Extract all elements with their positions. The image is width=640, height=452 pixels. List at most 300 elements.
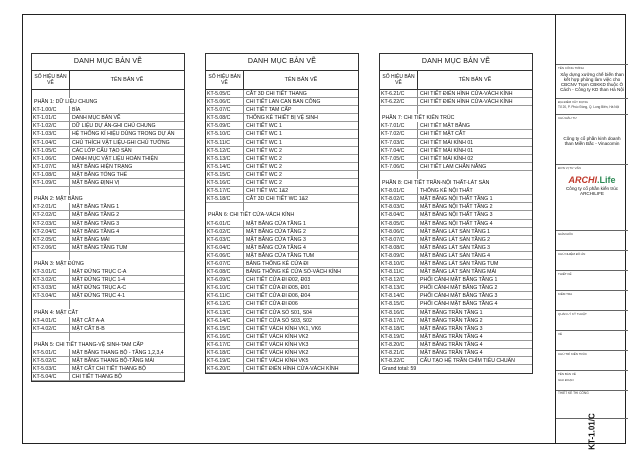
sheet-number-cell: KT-1.03/C <box>32 130 70 138</box>
table-row <box>380 90 532 98</box>
section-title: PHẦN 4: MẶT CẮT <box>34 309 79 316</box>
sheet-name-cell: MẶT BẰNG TRẦN TẦNG 4 <box>418 349 532 357</box>
sheet-name-cell: MẶT BẰNG TRẦN TẦNG 1 <box>418 309 532 317</box>
sheet-number-cell: KT-2.01/C <box>32 203 70 211</box>
header-sheet-name: TÊN BẢN VẼ <box>110 77 144 83</box>
table-row <box>380 317 532 325</box>
sheet-name-cell: CHI TIẾT WC 1 <box>244 130 358 138</box>
sheet-number-cell: KT-8.02/C <box>380 195 418 203</box>
sheet-number-cell: KT-7.02/C <box>380 130 418 138</box>
sheet-name-cell: MẶT BẰNG LÁT SÀN TẦNG MÁI <box>418 268 532 276</box>
sheet-number-cell: KT-1.05/C <box>32 147 70 155</box>
sheet-number-cell: KT-5.09/C <box>206 122 244 130</box>
consultant-name: Công ty cổ phần kiến trúc ARCHILIFE <box>565 186 619 196</box>
address-value: Tổ 20, P. Phúc Đồng, Q. Long Biên, Hà Nội <box>558 105 620 109</box>
sheet-name-cell: CHI TIẾT MẶT BẰNG <box>418 122 532 130</box>
sheet-number-cell: KT-6.20/C <box>206 365 244 373</box>
sheet-name-cell: CHI TIẾT VÁCH KÍNH VK2 <box>244 333 358 341</box>
sheet-name-cell: MẶT BẰNG TẦNG 3 <box>70 220 184 228</box>
table-row <box>206 349 358 357</box>
table-row <box>32 122 184 130</box>
sheet-name-cell: MẶT BẰNG TẦNG TUM <box>70 244 184 252</box>
sheet-number-cell: KT-7.01/C <box>380 122 418 130</box>
table-row <box>32 349 184 357</box>
sheet-number-cell: KT-1.09/C <box>32 179 70 187</box>
sheet-name-cell: CHI TIẾT WC 1 <box>244 139 358 147</box>
sheet-number-cell: KT-5.11/C <box>206 139 244 147</box>
list-title: DANH MỤC BẢN VẼ <box>205 53 359 70</box>
table-row <box>206 317 358 325</box>
sheet-number-cell: KT-6.14/C <box>206 317 244 325</box>
sheet-number-cell: KT-8.08/C <box>380 244 418 252</box>
sheet-name-cell: PHỐI CẢNH MẶT BẰNG TẦNG 3 <box>418 292 532 300</box>
table-row <box>32 114 184 122</box>
section-title: PHẦN 1: DỮ LIỆU CHUNG <box>34 99 98 106</box>
table-row <box>206 228 358 236</box>
sheet-name-cell: CẮT 3D CHI TIẾT WC 1&2 <box>244 195 358 203</box>
section-title: PHẦN 6: CHI TIẾT CỬA-VÁCH KÍNH <box>208 212 295 219</box>
sheet-name-cell: CHI TIẾT WC 2 <box>244 163 358 171</box>
sheet-name-cell: MẶT BẰNG THANG BỘ - TẦNG 1,2,3,4 <box>70 349 184 357</box>
header-sheet-name: TÊN BẢN VẼ <box>284 77 318 83</box>
sheet-number-cell: KT-8.18/C <box>380 325 418 333</box>
table-row <box>380 155 532 163</box>
sheet-name-cell: CHI TIẾT WC 1&2 <box>244 187 358 195</box>
sheet-name-cell: CHI TIẾT VÁCH KÍNH VK5 <box>244 357 358 365</box>
sheet-name-cell: CHI TIẾT WC 1 <box>244 122 358 130</box>
sheet-name-cell: CHI TIẾT CỬA ĐI Đ02, Đ03 <box>244 276 358 284</box>
sheet-number-cell: KT-6.04/C <box>206 244 244 252</box>
sheet-number-cell: KT-8.22/C <box>380 357 418 365</box>
sheet-name-cell: CHI TIẾT LAM CHẮN NẮNG <box>418 163 532 171</box>
sheet-number-cell: KT-8.20/C <box>380 341 418 349</box>
drawing-sheet <box>22 14 626 450</box>
sheet-name-cell: CHI TIẾT MẶT CẮT <box>418 130 532 138</box>
signature-row <box>556 231 628 251</box>
sheet-number-cell: KT-4.01/C <box>32 317 70 325</box>
sheet-name-cell: MẶT BẰNG NỘI THẤT TẦNG 2 <box>418 203 532 211</box>
sheet-name-cell: DỮ LIỆU DỰ ÁN-GHI CHÚ CHUNG <box>70 122 184 130</box>
stage-label: GIAI ĐOẠN <box>558 378 574 382</box>
sheet-number-cell: KT-8.11/C <box>380 268 418 276</box>
sheet-name-cell: CHI TIẾT CỬA SỔ S01, S04 <box>244 309 358 317</box>
sheet-number-cell: KT-7.05/C <box>380 155 418 163</box>
sheet-name-cell: MẶT BẰNG ĐỊNH VỊ <box>70 179 184 187</box>
sheet-name-cell: CHÚ THÍCH VẬT LIỆU-GHI CHÚ TƯỜNG <box>70 139 184 147</box>
table-row <box>380 203 532 211</box>
table-row <box>206 292 358 300</box>
sheet-name-cell: MẶT BẰNG TẦNG 2 <box>70 211 184 219</box>
sheet-name-cell: CHI TIẾT ĐIỂN HÌNH CỬA-VÁCH KÍNH <box>418 98 532 106</box>
sheet-name-cell: CHI TIẾT THANG BỘ <box>70 373 184 381</box>
table-row <box>206 284 358 292</box>
title-block <box>555 15 628 450</box>
table-row <box>206 171 358 179</box>
sheet-number-cell: KT-8.10/C <box>380 260 418 268</box>
sheet-name-cell: THỐNG KÊ NỘI THẤT <box>418 187 532 195</box>
sheet-name-cell: MẶT BẰNG TRẦN TẦNG 3 <box>418 325 532 333</box>
sheet-name-cell: CHI TIẾT ĐIỂN HÌNH CỬA-VÁCH KÍNH <box>244 365 358 373</box>
sheet-number-cell: KT-2.06/C <box>32 244 70 252</box>
sheet-name-cell: CÁC LỚP CẤU TẠO SÀN <box>70 147 184 155</box>
role-label: CHỦ TRÌ KIẾN TRÚC <box>558 352 588 356</box>
sheet-number-cell: KT-8.19/C <box>380 333 418 341</box>
address-label: ĐỊA ĐIỂM XÂY DỰNG <box>558 100 589 104</box>
sheet-number-cell: KT-5.05/C <box>206 90 244 98</box>
sheet-name-cell: BẢNG THỐNG KÊ CỬA SỔ-VÁCH KÍNH <box>244 268 358 276</box>
table-row <box>32 325 184 333</box>
sheet-number-cell: KT-1.07/C <box>32 163 70 171</box>
table-row <box>32 179 184 187</box>
sheet-name-cell: CHI TIẾT MÁI KÍNH 01 <box>418 139 532 147</box>
sheet-number-cell: KT-2.03/C <box>32 220 70 228</box>
consultant-label: ĐƠN VỊ TƯ VẤN <box>558 166 581 170</box>
sheet-number-cell: KT-5.10/C <box>206 130 244 138</box>
table-row <box>206 163 358 171</box>
table-row <box>32 284 184 292</box>
signature-row <box>556 311 628 331</box>
sheet-name-cell: MẶT BẰNG LÁT SÀN TẦNG TUM <box>418 260 532 268</box>
sheet-number-cell: KT-8.09/C <box>380 252 418 260</box>
section-header <box>32 341 184 349</box>
sheet-name-cell: MẶT BẰNG LÁT SÀN TẦNG 4 <box>418 252 532 260</box>
table-row <box>380 122 532 130</box>
signature-row <box>556 271 628 291</box>
sheet-name-cell: MẶT BẰNG MÁI <box>70 236 184 244</box>
table-row <box>32 292 184 300</box>
table-row <box>380 98 532 106</box>
sheet-number-cell: KT-1.08/C <box>32 171 70 179</box>
table-row <box>206 122 358 130</box>
project-label: TÊN CÔNG TRÌNH <box>558 66 584 70</box>
sheet-name-cell: THỐNG KÊ THIẾT BỊ VỆ SINH <box>244 114 358 122</box>
sheet-number-cell: KT-5.13/C <box>206 155 244 163</box>
section-title: PHẦN 3: MẶT ĐỨNG <box>34 260 84 267</box>
sheet-number-cell: KT-6.11/C <box>206 292 244 300</box>
sheet-name-cell: CHI TIẾT MÁI KÍNH 02 <box>418 155 532 163</box>
table-row <box>206 155 358 163</box>
sheet-name-cell: MẶT BẰNG CỬA TẦNG 2 <box>244 228 358 236</box>
list-header <box>205 70 359 90</box>
project-name: Xây dựng xưởng chế biến than kết hợp phòng làm việc cho CBCNV Trạm CBKKD thuộc Ô Cách - Công ty KD than Hà Nội <box>560 72 624 92</box>
signature-row <box>556 331 628 351</box>
sheet-number-cell: KT-5.12/C <box>206 147 244 155</box>
table-row <box>380 220 532 228</box>
sheet-number-cell: KT-8.06/C <box>380 228 418 236</box>
sheet-number-cell: KT-8.03/C <box>380 203 418 211</box>
sheet-number-cell: KT-4.02/C <box>32 325 70 333</box>
sheet-name-cell: MẶT BẰNG THANG BỘ-TẦNG MÁI <box>70 357 184 365</box>
sheet-name-cell: MẶT BẰNG HIỆN TRẠNG <box>70 163 184 171</box>
table-row <box>32 155 184 163</box>
table-row <box>32 130 184 138</box>
table-row <box>380 195 532 203</box>
table-row <box>206 252 358 260</box>
role-label: CHỦ NHIỆM ĐỒ ÁN <box>558 252 586 256</box>
table-row <box>206 365 358 373</box>
drawing-list-column <box>379 53 533 374</box>
table-row <box>206 220 358 228</box>
sheet-name-cell: MẶT BẰNG TẦNG 1 <box>70 203 184 211</box>
sheet-number-cell: KT-7.03/C <box>380 139 418 147</box>
table-row <box>380 357 532 365</box>
table-row <box>380 187 532 195</box>
sheet-number-cell: KT-6.12/C <box>206 300 244 308</box>
section-header <box>206 211 358 219</box>
header-sheet-name: TÊN BẢN VẼ <box>458 77 492 83</box>
table-row <box>206 130 358 138</box>
section-header <box>32 309 184 317</box>
role-label: VẼ <box>558 332 563 336</box>
sheet-number-cell: KT-8.04/C <box>380 211 418 219</box>
sheet-number-cell: KT-3.04/C <box>32 292 70 300</box>
consultant-cell <box>556 165 628 231</box>
sheet-name-cell: CHI TIẾT MÁI KÍNH 01 <box>418 147 532 155</box>
sheet-name-cell: PHỐI CẢNH MẶT BẰNG TẦNG 1 <box>418 276 532 284</box>
table-row <box>32 228 184 236</box>
section-title: Grand total: 59 <box>382 366 417 373</box>
sheet-name-cell: MẶT BẰNG TỔNG THỂ <box>70 171 184 179</box>
table-row <box>32 317 184 325</box>
table-row <box>206 276 358 284</box>
sheet-name-cell: CHI TIẾT LAN CAN BAN CÔNG <box>244 98 358 106</box>
sheet-number-cell: KT-6.15/C <box>206 325 244 333</box>
list-title: DANH MỤC BẢN VẼ <box>31 53 185 70</box>
table-row <box>206 147 358 155</box>
table-row <box>380 244 532 252</box>
sheet-number-cell: KT-6.08/C <box>206 268 244 276</box>
sheet-number-cell: KT-5.14/C <box>206 163 244 171</box>
sheet-number-cell: KT-8.14/C <box>380 292 418 300</box>
sheet-name-cell: CHI TIẾT CỬA ĐI Đ06 <box>244 300 358 308</box>
sheet-number-cell: KT-1.00/C <box>32 106 70 114</box>
table-row <box>380 292 532 300</box>
sheet-number-cell: KT-5.17/C <box>206 187 244 195</box>
sheet-name-label: TÊN BẢN VẼ <box>558 372 576 376</box>
header-sheet-number: SỐ HIỆU BẢN VẼ <box>206 71 244 89</box>
sheet-name-cell: MẶT BẰNG NỘI THẤT TẦNG 4 <box>418 220 532 228</box>
sheet-number-cell: KT-5.06/C <box>206 98 244 106</box>
table-row <box>32 203 184 211</box>
sheet-name-cell: MẶT CẮT A-A <box>70 317 184 325</box>
sheet-number-cell: KT-5.02/C <box>32 357 70 365</box>
project-cell <box>556 65 628 99</box>
table-row <box>32 220 184 228</box>
section-header <box>380 365 532 373</box>
spacer-row <box>32 252 184 260</box>
sheet-name-cell: MẶT BẰNG LÁT SÀN TẦNG 2 <box>418 236 532 244</box>
sheet-number-cell: KT-6.17/C <box>206 341 244 349</box>
sheet-name-cell: MẶT ĐỨNG TRỤC 1-4 <box>70 276 184 284</box>
table-row <box>380 130 532 138</box>
sheet-number-cell: KT-5.04/C <box>32 373 70 381</box>
sheet-name-cell <box>556 371 628 391</box>
table-row <box>206 106 358 114</box>
signature-row <box>556 291 628 311</box>
table-row <box>380 252 532 260</box>
sheet-name-cell: HỆ THỐNG KÍ HIỆU DÙNG TRONG DỰ ÁN <box>70 130 184 138</box>
sheet-number-cell: KT-5.16/C <box>206 179 244 187</box>
table-row <box>380 349 532 357</box>
sheet-number-cell: KT-6.03/C <box>206 236 244 244</box>
sheet-number-cell: KT-3.03/C <box>32 284 70 292</box>
table-row <box>32 171 184 179</box>
sheet-name-cell: MẶT ĐỨNG TRỤC C-A <box>70 268 184 276</box>
spacer-row <box>380 106 532 114</box>
sheet-number-cell: KT-1.04/C <box>32 139 70 147</box>
table-row <box>32 365 184 373</box>
sheet-number-cell: KT-5.07/C <box>206 106 244 114</box>
owner-label: CHỦ ĐẦU TƯ <box>558 116 577 120</box>
table-row <box>32 244 184 252</box>
table-row <box>206 244 358 252</box>
sheet-name-cell: MẶT BẰNG CỬA TẦNG TUM <box>244 252 358 260</box>
section-header <box>32 98 184 106</box>
sheet-number-cell: KT-8.17/C <box>380 317 418 325</box>
section-title: PHẦN 2: MẶT BẰNG <box>34 196 83 203</box>
sheet-number-cell: KT-3.01/C <box>32 268 70 276</box>
sheet-number-cell: KT-2.02/C <box>32 211 70 219</box>
sheet-name-cell: CHI TIẾT WC 2 <box>244 155 358 163</box>
sheet-name-cell: MẶT BẰNG TẦNG 4 <box>70 228 184 236</box>
sheet-name-cell: CHI TIẾT WC 2 <box>244 179 358 187</box>
list-header <box>31 70 185 90</box>
spacer-row <box>380 171 532 179</box>
table-row <box>32 147 184 155</box>
sheet-name-cell: MẶT BẰNG CỬA TẦNG 4 <box>244 244 358 252</box>
sheet-number-cell: KT-8.13/C <box>380 284 418 292</box>
sheet-number-cell: KT-5.18/C <box>206 195 244 203</box>
role-label: THIẾT KẾ <box>558 272 572 276</box>
sheet-number-cell: KT-8.21/C <box>380 349 418 357</box>
sheet-name-cell: CHI TIẾT WC 2 <box>244 171 358 179</box>
sheet-number-cell: KT-2.05/C <box>32 236 70 244</box>
table-row <box>206 90 358 98</box>
role-label: QUẢN LÝ KỸ THUẬT <box>558 312 587 316</box>
table-row <box>32 357 184 365</box>
sheet-number-cell: KT-8.15/C <box>380 300 418 308</box>
table-row <box>380 139 532 147</box>
sheet-name-cell: MẶT BẰNG LÁT SÀN TẦNG 3 <box>418 244 532 252</box>
header-sheet-number: SỐ HIỆU BẢN VẼ <box>380 71 418 89</box>
sheet-name-cell: MẶT ĐỨNG TRỤC A-C <box>70 284 184 292</box>
table-row <box>32 106 184 114</box>
sheet-name-cell: CẮT 3D CHI TIẾT THANG <box>244 90 358 98</box>
sheet-name-cell: BẢNG THỐNG KÊ CỬA ĐI <box>244 260 358 268</box>
section-title: PHẦN 5: CHI TIẾT THANG-VỆ SINH-TAM CẤP <box>34 341 144 348</box>
table-row <box>380 228 532 236</box>
sheet-name-cell: CHI TIẾT CỬA ĐI Đ06, Đ04 <box>244 292 358 300</box>
sheet-name-cell: PHỐI CẢNH MẶT BẰNG TẦNG 2 <box>418 284 532 292</box>
sheet-number-cell: KT-6.10/C <box>206 284 244 292</box>
spacer-row <box>32 90 184 98</box>
sheet-number-cell: KT-5.15/C <box>206 171 244 179</box>
stage-value: THIẾT KẾ THI CÔNG <box>558 391 589 395</box>
table-row <box>206 139 358 147</box>
spacer-row <box>206 203 358 211</box>
table-row <box>32 276 184 284</box>
sheet-number-cell: KT-1.02/C <box>32 122 70 130</box>
sheet-name-cell: DANH MỤC VẬT LIỆU HOÀN THIỆN <box>70 155 184 163</box>
sheet-name-cell: PHỐI CẢNH MẶT BẰNG TẦNG 4 <box>418 300 532 308</box>
section-header <box>380 114 532 122</box>
table-row <box>206 260 358 268</box>
revision-box <box>556 15 628 65</box>
sheet-name-cell: CHI TIẾT CỬA SỔ S03, S02 <box>244 317 358 325</box>
table-row <box>380 309 532 317</box>
sheet-name-cell: BÌA <box>70 106 184 114</box>
sheet-number-cell: KT-6.01/C <box>206 220 244 228</box>
list-title: DANH MỤC BẢN VẼ <box>379 53 533 70</box>
sheet-number-cell: KT-3.02/C <box>32 276 70 284</box>
sheet-number-cell: KT-8.16/C <box>380 309 418 317</box>
sheet-number-cell: KT-8.05/C <box>380 220 418 228</box>
table-row <box>380 268 532 276</box>
table-row <box>206 236 358 244</box>
table-row <box>380 163 532 171</box>
sheet-number-cell: KT-6.09/C <box>206 276 244 284</box>
sheet-number-cell: KT-6.07/C <box>206 260 244 268</box>
section-header <box>380 179 532 187</box>
table-row <box>380 236 532 244</box>
sheet-number-cell: KT-6.18/C <box>206 349 244 357</box>
sheet-number-cell: KT-6.02/C <box>206 228 244 236</box>
sheet-number-cell: KT-8.07/C <box>380 236 418 244</box>
table-row <box>32 211 184 219</box>
table-row <box>32 163 184 171</box>
sheet-number: KT-1.01/C <box>587 412 597 450</box>
sheet-name-cell: MẶT CẮT CHI TIẾT THANG BỘ <box>70 365 184 373</box>
address-cell <box>556 99 628 115</box>
header-sheet-number: SỐ HIỆU BẢN VẼ <box>32 71 70 89</box>
table-row <box>380 325 532 333</box>
table-row <box>206 98 358 106</box>
table-row <box>206 333 358 341</box>
sheet-number-cell: KT-8.12/C <box>380 276 418 284</box>
spacer-row <box>32 187 184 195</box>
sheet-number-cell: KT-8.01/C <box>380 187 418 195</box>
sheet-number-cell: KT-1.01/C <box>32 114 70 122</box>
table-row <box>206 187 358 195</box>
sheet-name-cell: MẶT BẰNG TRẦN TẦNG 2 <box>418 317 532 325</box>
table-row <box>206 179 358 187</box>
sheet-name-cell: MẶT BẰNG CỬA TẦNG 3 <box>244 236 358 244</box>
table-row <box>32 268 184 276</box>
sheet-name-cell: MẶT CẮT B-B <box>70 325 184 333</box>
table-row <box>206 309 358 317</box>
table-row <box>380 211 532 219</box>
section-header <box>32 195 184 203</box>
sheet-number-cell: KT-5.08/C <box>206 114 244 122</box>
section-title: PHẦN 8: CHI TIẾT TRẦN-NỘI THẤT-LÁT SÀN <box>382 180 490 187</box>
sheet-name-cell: CHI TIẾT WC 2 <box>244 147 358 155</box>
table-row <box>206 341 358 349</box>
table-row <box>32 373 184 381</box>
table-row <box>32 139 184 147</box>
spacer-row <box>32 300 184 308</box>
list-header <box>379 70 533 90</box>
drawing-list-column <box>31 53 185 382</box>
sheet-name-cell: CHI TIẾT TAM CẤP <box>244 106 358 114</box>
table-row <box>380 300 532 308</box>
role-label: GIÁM ĐỐC <box>558 232 574 236</box>
sheet-name-cell: CẤU TẠO HỆ TRẦN CHÌM TIÊU CHUẨN <box>418 357 532 365</box>
signature-row <box>556 251 628 271</box>
sheet-name-cell: MẶT BẰNG TRẦN TẦNG 4 <box>418 333 532 341</box>
sheet-name-cell: DANH MỤC BẢN VẼ <box>70 114 184 122</box>
drawing-list-column <box>205 53 359 374</box>
sheet-number-cell: KT-6.21/C <box>380 90 418 98</box>
